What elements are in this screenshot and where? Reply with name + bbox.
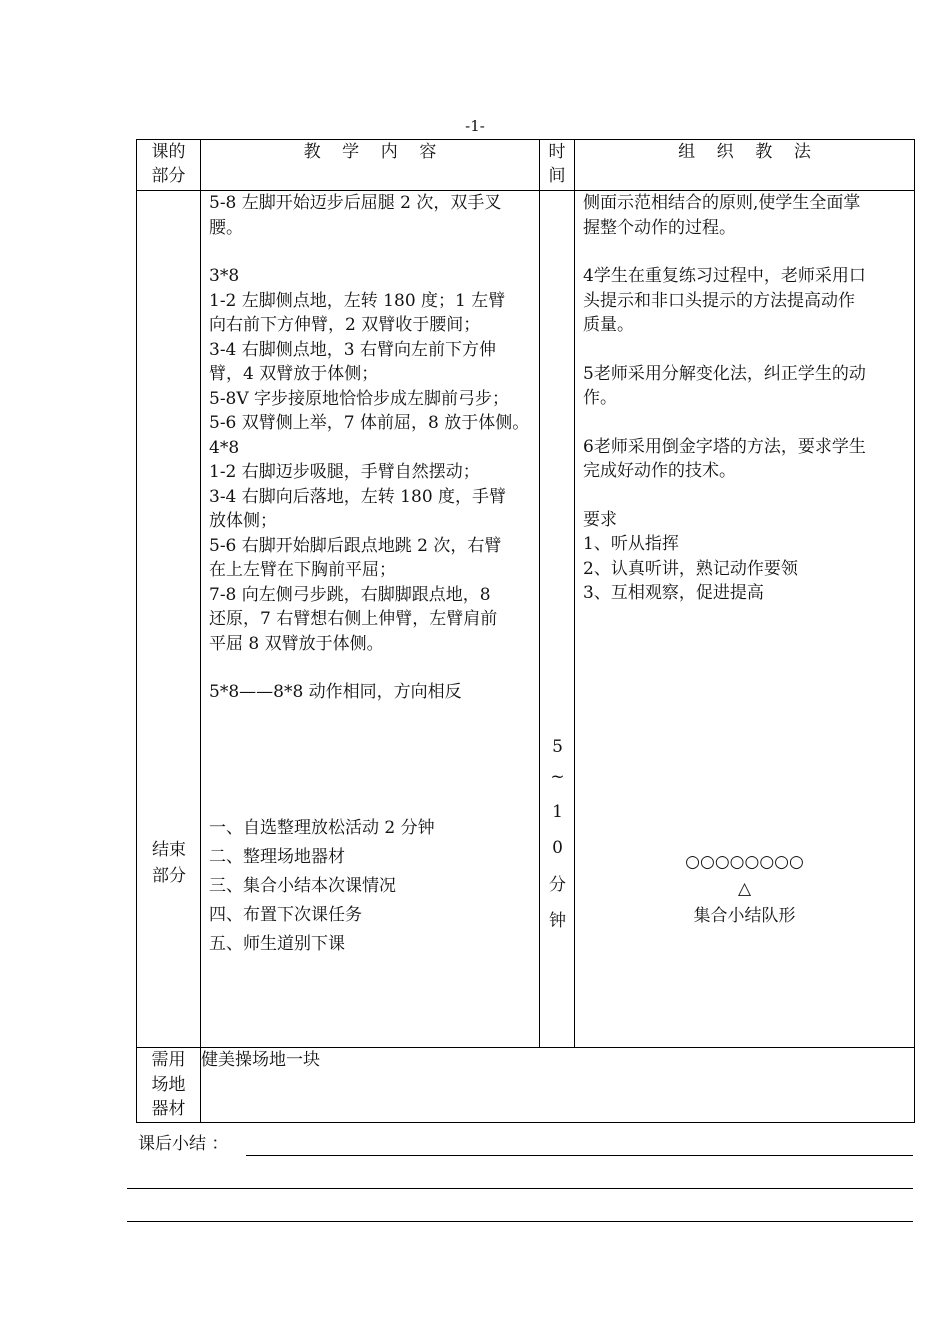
after-class-summary-label: 课后小结 ： (138, 1134, 229, 1154)
content-line: 平屈 8 双臂放于体侧。 (209, 633, 384, 654)
method-line: 5老师采用分解变化法，纠正学生的动 (583, 363, 866, 384)
content-line: 向右前下方伸臂，2 双臂收于腰间； (209, 315, 481, 335)
end-section-label: 结束 部分 (152, 840, 186, 886)
header-time: 时 间 (540, 140, 575, 191)
method-line: 1、听从指挥 (583, 534, 679, 554)
summary-line-2 (127, 1188, 913, 1189)
content-line: 1-2 左脚侧点地，左转 180 度；1 左臂 (209, 290, 506, 311)
method-cell (575, 191, 915, 1048)
method-line: 质量。 (583, 315, 634, 335)
time-char: 5 (552, 737, 563, 757)
method-line: 作。 (583, 388, 617, 408)
page-number: -1- (465, 117, 485, 135)
method-line: 头提示和非口头提示的方法提高动作 (583, 290, 855, 311)
header-method: 组 织 教 法 (575, 140, 915, 191)
end-section-item: 一、自选整理放松活动 2 分钟 (209, 818, 435, 838)
content-line: 5-8 左脚开始迈步后屈腿 2 次，双手叉 (209, 193, 502, 213)
end-section-items (209, 814, 435, 959)
method-line: 6老师采用倒金字塔的方法，要求学生 (583, 436, 866, 457)
time-char: ~ (550, 767, 565, 787)
content-line: 3*8 (209, 266, 240, 286)
method-line: 完成好动作的技术。 (583, 461, 736, 481)
materials-row (137, 1048, 915, 1123)
method-gap (583, 240, 910, 264)
materials-label: 需用 场地 器材 (137, 1048, 201, 1123)
content-line: 在上左臂在下胸前平屈； (209, 560, 396, 580)
time-char: 1 (552, 802, 563, 822)
time-char: 分 (549, 875, 566, 895)
header-content: 教 学 内 容 (201, 140, 540, 191)
header-part: 课的 部分 (137, 140, 201, 191)
content-text (201, 191, 539, 1047)
end-section-item: 二、整理场地器材 (209, 847, 345, 867)
end-section-item: 四、布置下次课任务 (209, 905, 362, 925)
end-section-item: 三、集合小结本次课情况 (209, 876, 396, 896)
formation-caption: 集合小结队形 (693, 906, 796, 926)
method-line: 4学生在重复练习过程中，老师采用口 (583, 266, 866, 286)
content-line: 7-8 向左侧弓步跳，右脚脚跟点地，8 (209, 584, 491, 605)
materials-value: 健美操场地一块 (201, 1048, 915, 1123)
method-line: 侧面示范相结合的原则,使学生全面掌 (583, 193, 861, 213)
content-line: 5-8V 字步接原地恰恰步成左脚前弓步； (209, 388, 510, 409)
summary-line-3 (127, 1221, 913, 1222)
method-text (575, 191, 914, 1047)
lesson-plan-table (136, 139, 915, 1123)
content-line: 还原，7 右臂想右侧上伸臂，左臂肩前 (209, 609, 498, 629)
formation-triangle: △ (737, 879, 752, 899)
method-lines (583, 191, 910, 606)
method-line: 3、互相观察，促进提高 (583, 583, 764, 603)
content-line: 腰。 (209, 217, 243, 238)
method-line: 握整个动作的过程。 (583, 217, 736, 238)
summary-line-1 (246, 1155, 913, 1156)
time-char: 0 (552, 838, 563, 858)
method-line: 2、认真听讲，熟记动作要领 (583, 558, 798, 579)
time-column (540, 191, 574, 1047)
formation-circles: ○○○○○○○○ (685, 852, 804, 872)
content-line: 3-4 右脚侧点地，3 右臂向左前下方伸 (209, 339, 496, 360)
time-char: 钟 (549, 911, 566, 931)
content-line: 5-6 双臂侧上举，7 体前屈，8 放于体侧。 (209, 413, 530, 433)
table-body-row (137, 191, 915, 1048)
content-line: 5*8——8*8 动作相同，方向相反 (209, 682, 462, 702)
method-line: 要求 (583, 509, 617, 530)
content-line: 5-6 右脚开始脚后跟点地跳 2 次，右臂 (209, 535, 502, 556)
content-gap (209, 240, 533, 264)
content-lines (209, 191, 533, 705)
end-section-item: 五、师生道别下课 (209, 934, 345, 954)
time-cell (540, 191, 575, 1048)
table-header-row (137, 140, 915, 191)
content-line: 4*8 (209, 437, 240, 458)
content-line: 3-4 右脚向后落地，左转 180 度，手臂 (209, 486, 507, 507)
content-line: 放体侧； (209, 511, 277, 531)
content-gap (209, 656, 533, 680)
method-gap (583, 411, 910, 435)
content-line: 臂，4 双臂放于体侧； (209, 364, 379, 384)
part-cell (137, 191, 201, 1048)
content-line: 1-2 右脚迈步吸腿，手臂自然摆动； (209, 462, 480, 482)
formation-diagram (575, 849, 914, 930)
method-gap (583, 338, 910, 362)
method-gap (583, 484, 910, 508)
content-cell (201, 191, 540, 1048)
